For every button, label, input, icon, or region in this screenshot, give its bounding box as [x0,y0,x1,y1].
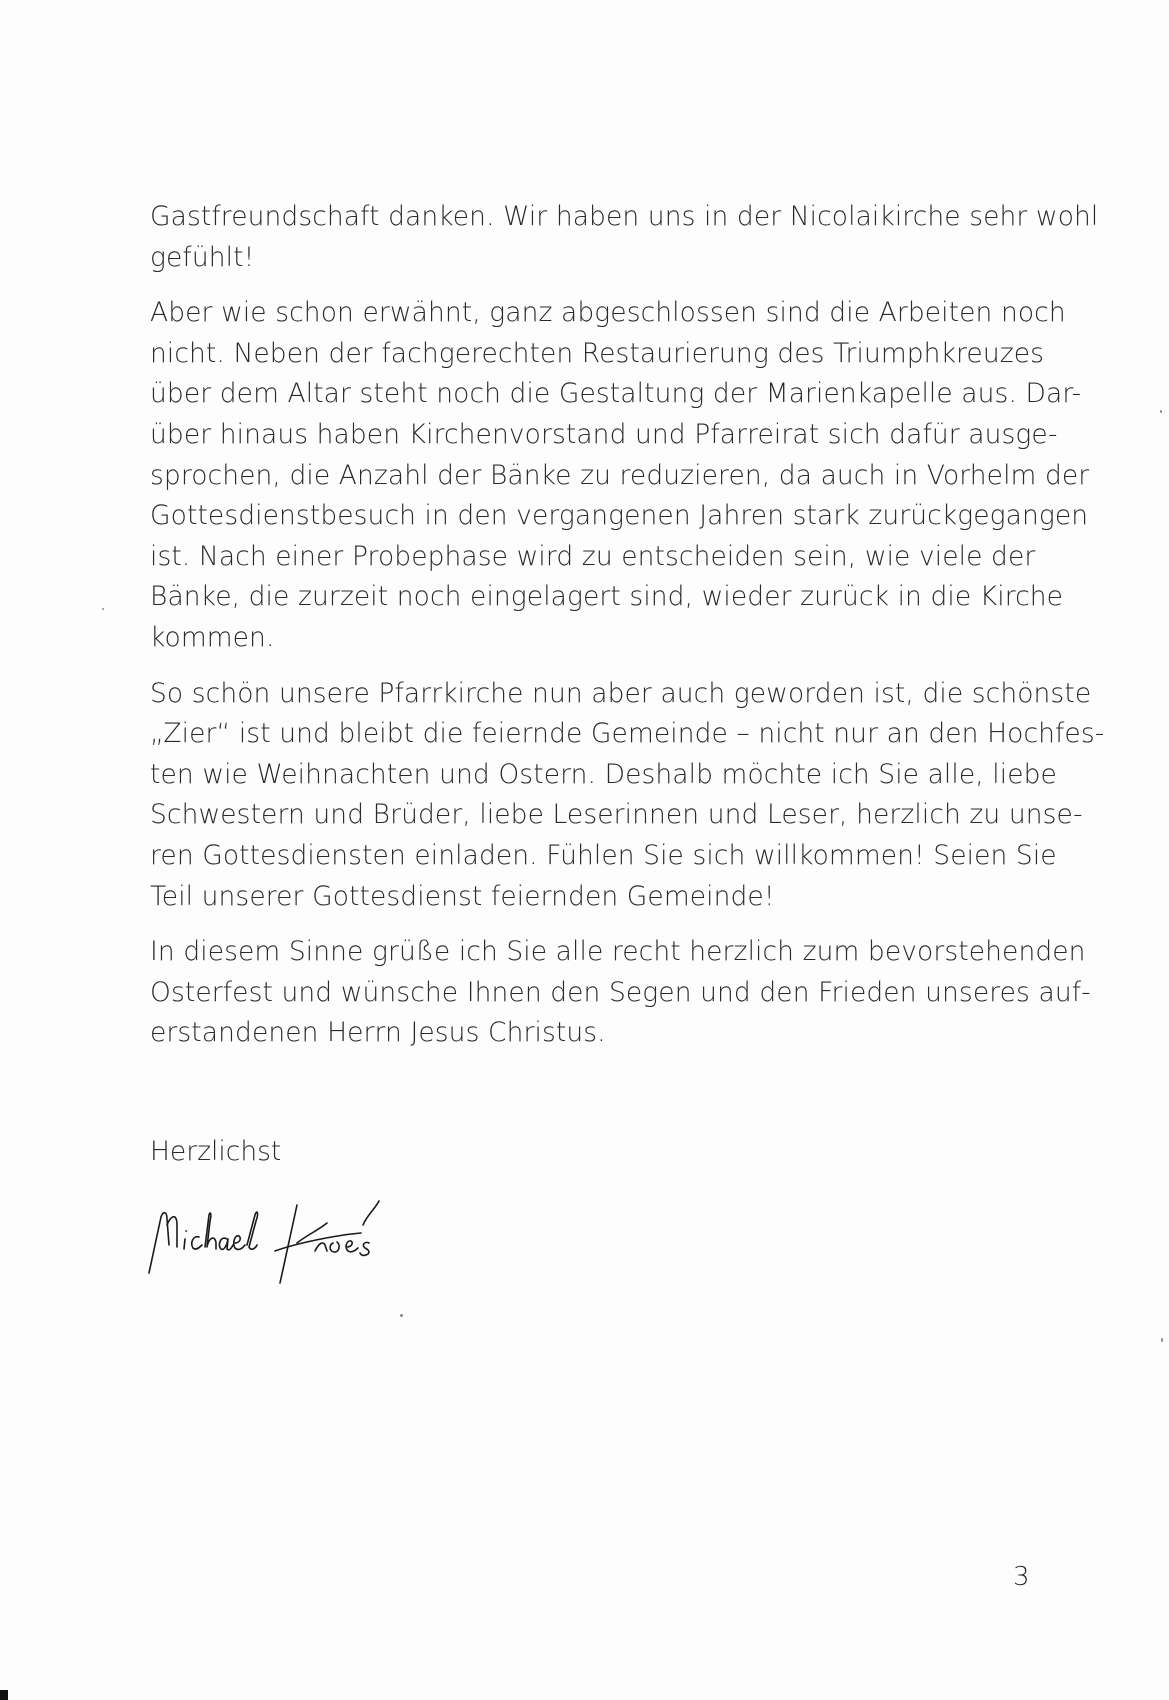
text-line: „Zier“ ist und bleibt die feiernde Gemeinde – nicht nur an den Hochfes- [150,718,1105,750]
text-line: Aber wie schon erwähnt, ganz abgeschlossen sind die Arbeiten noch [150,297,1066,329]
scan-speck [1161,1338,1163,1342]
text-line: Bänke, die zurzeit noch eingelagert sind, wieder zurück in die Kirche [150,581,1064,613]
text-line: ren Gottesdiensten einladen. Fühlen Sie sich willkommen! Seien Sie [150,839,1057,871]
text-line: So schön unsere Pfarrkirche nun aber auch geworden ist, die schönste [150,677,1092,709]
text-line: nicht. Neben der fachgerechten Restaurierung des Triumphkreuzes [150,337,1045,369]
text-line: ist. Nach einer Probephase wird zu entscheiden sein, wie viele der [150,540,1036,572]
text-line: Schwestern und Brüder, liebe Leserinnen und Leser, herzlich zu unse- [150,799,1083,831]
handwritten-signature [147,1195,412,1285]
text-line: über hinaus haben Kirchenvorstand und Pfarreirat sich dafür ausge- [150,418,1058,450]
text-line: sprochen, die Anzahl der Bänke zu reduzieren, da auch in Vorhelm der [150,459,1090,491]
text-line: über dem Altar steht noch die Gestaltung der Marienkapelle aus. Dar- [150,378,1082,410]
page-number: 3 [1013,1562,1030,1592]
text-line: kommen. [150,621,275,653]
text-line: Gastfreundschaft danken. Wir haben uns in der Nicolaikirche sehr wohl [150,201,1099,232]
paragraph-3 [150,674,1105,918]
text-line: erstandenen Herrn Jesus Christus. [150,1017,606,1049]
closing-greeting: Herzlichst [150,1136,282,1167]
text-line: Teil unserer Gottesdienst feiernden Gemeinde! [150,880,775,912]
text-line: Gottesdienstbesuch in den vergangenen Jahren stark zurückgegangen [150,500,1089,532]
paragraph-2 [150,293,1090,658]
paragraph-4 [150,932,1091,1054]
scan-edge-mark [0,1690,8,1700]
scan-speck [1160,410,1162,413]
text-line: Osterfest und wünsche Ihnen den Segen und den Frieden unseres auf- [150,976,1091,1008]
text-line: ten wie Weihnachten und Ostern. Deshalb möchte ich Sie alle, liebe [150,758,1057,790]
text-line: In diesem Sinne grüße ich Sie alle recht herzlich zum bevorstehenden [150,936,1086,968]
paragraph-1 [150,197,1099,278]
letter-body [150,197,1105,1069]
text-line: gefühlt! [150,241,255,273]
scan-speck [400,1314,403,1317]
scan-speck [102,608,104,610]
